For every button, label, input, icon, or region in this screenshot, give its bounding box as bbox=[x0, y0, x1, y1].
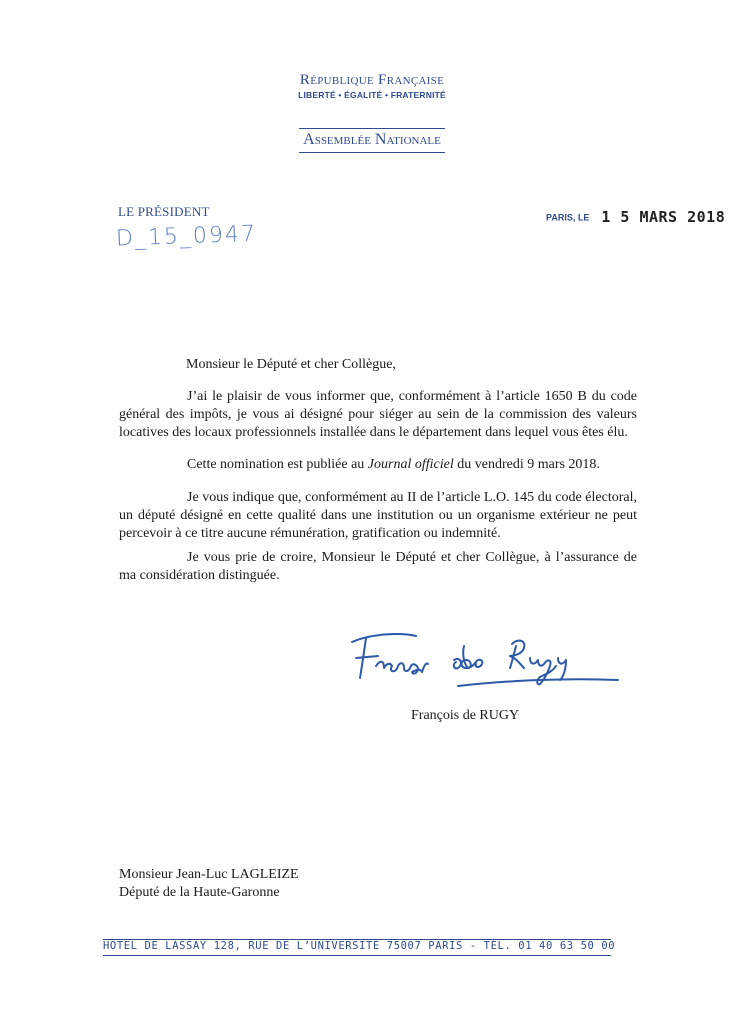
handwritten-reference: D_15_0947 bbox=[115, 221, 258, 252]
paragraph-2 bbox=[119, 456, 637, 474]
president-label: LE PRÉSIDENT bbox=[118, 204, 210, 219]
signer-name: François de RUGY bbox=[411, 708, 520, 723]
recipient-block bbox=[119, 866, 299, 902]
paragraph-2-start: Cette nomination est publiée au bbox=[187, 457, 368, 472]
republic-motto: LIBERTÉ • ÉGALITÉ • FRATERNITÉ bbox=[298, 90, 446, 100]
footer-rule-bottom bbox=[103, 955, 611, 956]
paragraph-3: Je vous indique que, conformément au II de l’article L.O. 145 du code électoral, un député désigné en cette qualité dans une institution ou un organisme extérieur ne peut percevoir à ce titre aucune rémunération, gratification ou indemnité. bbox=[119, 490, 637, 541]
date-prefix: PARIS, LE bbox=[546, 212, 590, 223]
republic-heading: République Française bbox=[299, 72, 445, 88]
recipient-title: Député de la Haute-Garonne bbox=[119, 885, 280, 900]
assembly-heading: Assemblée Nationale bbox=[299, 128, 445, 153]
paragraph-4: Je vous prie de croire, Monsieur le Député et cher Collègue, à l’assurance de ma considération distinguée. bbox=[119, 550, 637, 583]
paragraph-1: J’ai le plaisir de vous informer que, conformément à l’article 1650 B du code général des impôts, je vous ai désigné pour siéger au sein de la commission des valeurs locatives des locaux professionnels installée dans le département dans lequel vous êtes élu. bbox=[119, 389, 637, 440]
date-block bbox=[546, 208, 725, 226]
journal-officiel-italic: Journal officiel bbox=[367, 457, 454, 472]
recipient-name: Monsieur Jean-Luc LAGLEIZE bbox=[119, 867, 299, 882]
letterhead bbox=[0, 72, 744, 100]
handwritten-signature bbox=[340, 622, 630, 694]
paragraph-2-end: du vendredi 9 mars 2018. bbox=[453, 457, 600, 472]
assembly-heading-wrap bbox=[0, 128, 744, 153]
salutation: Monsieur le Député et cher Collègue, bbox=[186, 357, 396, 372]
footer-address: HÔTEL DE LASSAY 128, RUE DE L’UNIVERSITÉ 75007 PARIS - TÉL. 01 40 63 50 00 bbox=[103, 940, 616, 952]
date-stamp: 1 5 MARS 2018 bbox=[601, 208, 726, 227]
